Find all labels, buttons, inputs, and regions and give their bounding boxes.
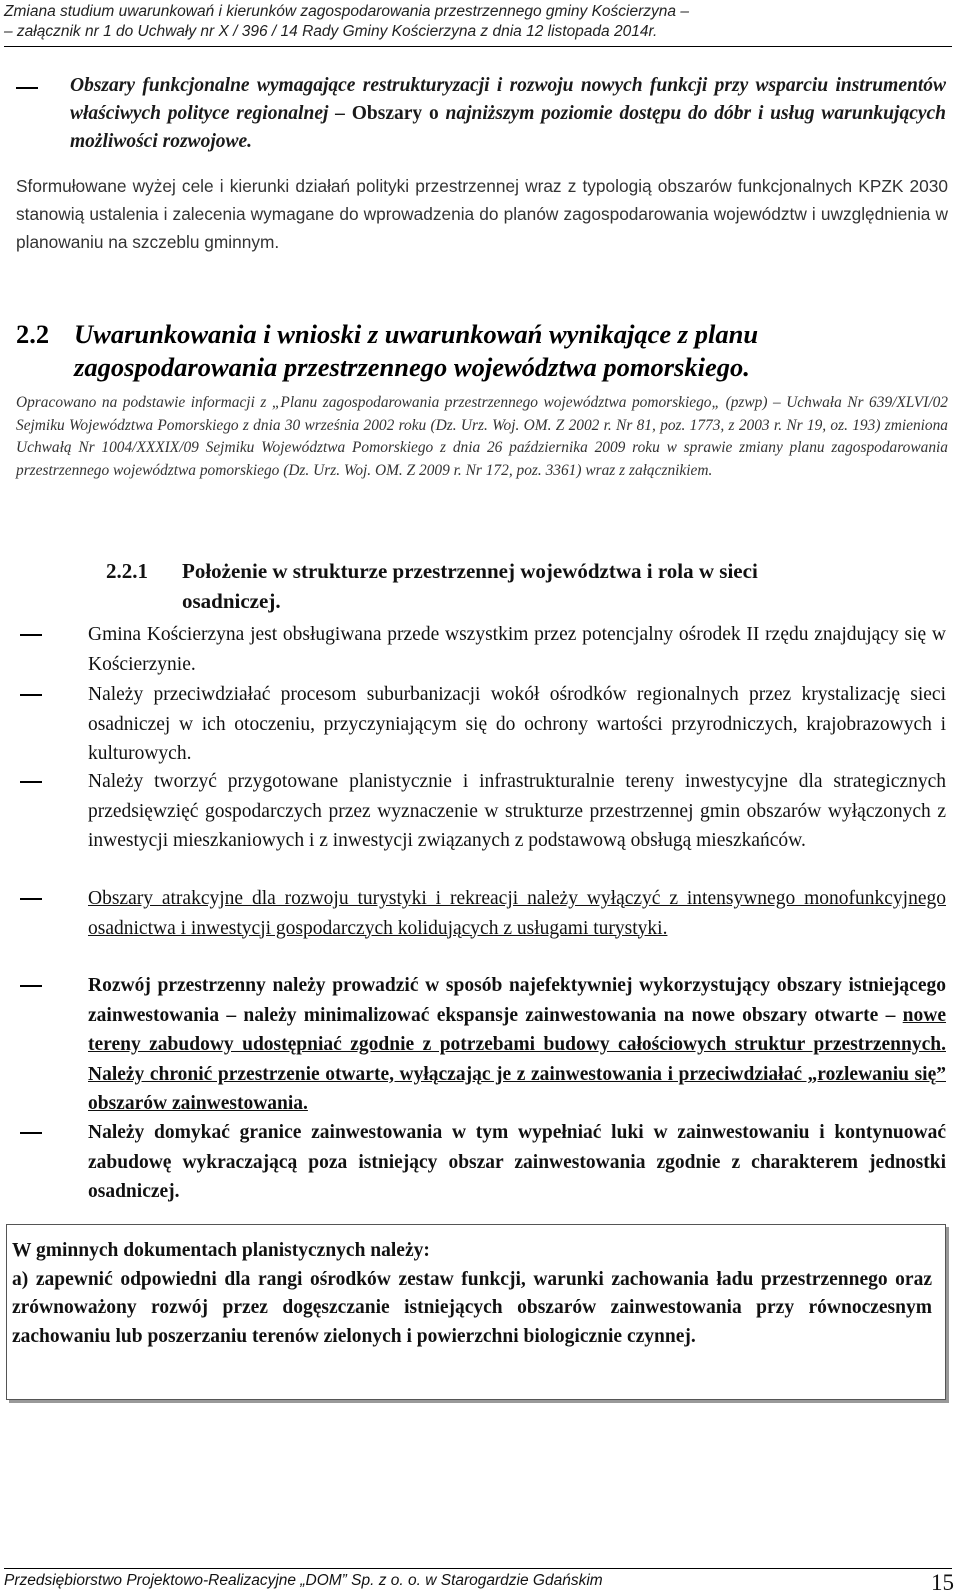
list-item bbox=[88, 971, 946, 1119]
section-heading-2-2 bbox=[16, 318, 948, 384]
list-item-text: Należy domykać granice zainwestowania w tym wypełniać luki w zainwestowaniu i kontynuować zabudowę wykraczającą poza istniejący obszar zainwestowania zgodnie z charakterem jednostki osadniczej. bbox=[88, 1122, 946, 1202]
list-item-text: Obszary atrakcyjne dla rozwoju turystyki i rekreacji należy wyłączyć z intensywnego monofunkcyjnego osadnictwa i inwestycji gospodarczych kolidujących z usługami turystyki. bbox=[88, 888, 946, 939]
dash-bullet-icon bbox=[20, 694, 42, 696]
dash-bullet-icon bbox=[20, 634, 42, 636]
page-number: 15 bbox=[931, 1570, 954, 1595]
list-item bbox=[88, 620, 946, 679]
dash-bullet-icon bbox=[16, 87, 38, 89]
section-heading-2-2-1 bbox=[106, 556, 948, 616]
list-item-text: Rozwój przestrzenny należy prowadzić w sposób najefektywniej wykorzystujący obszary istniejącego zainwestowania – należy minimalizować ekspansje zainwestowania na nowe obszary otwarte – bbox=[88, 975, 946, 1026]
list-item-text: Należy przeciwdziałać procesom suburbanizacji wokół ośrodków regionalnych przez krystalizację sieci osadniczej w ich otoczeniu, przyczyniającym się do ochrony wartości przyrodniczych, krajobrazowych i kulturowych. bbox=[88, 684, 946, 764]
list-item bbox=[88, 884, 946, 943]
section-title-line-1: Uwarunkowania i wnioski z uwarunkowań wynikające z planu bbox=[74, 319, 759, 349]
dash-bullet-icon bbox=[20, 985, 42, 987]
running-header bbox=[4, 2, 952, 47]
footer-text: Przedsiębiorstwo Projektowo-Realizacyjne „DOM” Sp. z o. o. w Starogardzie Gdańskim bbox=[4, 1572, 603, 1589]
paragraph-kpzk: Sformułowane wyżej cele i kierunki działań polityki przestrzennej wraz z typologią obszarów funkcjonalnych KPZK 2030 stanowią ustalenia i zalecenia wymagane do wprowadzenia do planów zagospodarowania województw i uwzględnienia w planowaniu na szczeblu gminnym. bbox=[16, 176, 948, 252]
intro-part-3: najniższym poziomie dostępu do dóbr i usług warunkujących możliwości rozwojowe. bbox=[70, 103, 947, 152]
header-line-2: – załącznik nr 1 do Uchwały nr X / 396 / 14 Rady Gminy Kościerzyna z dnia 12 listopada 2014r. bbox=[4, 23, 658, 40]
dash-bullet-icon bbox=[20, 781, 42, 783]
list-item bbox=[88, 680, 946, 769]
box-body: a) zapewnić odpowiedni dla rangi ośrodków zestaw funkcji, warunki zachowania ładu przestrzennego oraz zrównoważony rozwój przez dogęszczanie istniejących obszarów zainwestowania przy równoczesnym zachowaniu lub poszerzaniu terenów zielonych i powierzchni biologicznie czynnej. bbox=[12, 1268, 932, 1347]
dash-bullet-icon bbox=[20, 1132, 42, 1134]
box-heading: W gminnych dokumentach planistycznych należy: bbox=[12, 1240, 430, 1261]
list-item-text-underlined: nowe tereny zabudowy udostępniać zgodnie z potrzebami budowy całościowych struktur przestrzennych. Należy chronić przestrzenie otwarte, wyłączając je z zainwestowania i przeciwdziałać „rozlewaniu się” obszarów zainwestowania. bbox=[88, 1004, 947, 1114]
intro-functional-areas bbox=[70, 72, 946, 156]
list-item bbox=[88, 767, 946, 856]
running-footer bbox=[4, 1568, 952, 1591]
source-note: Opracowano na podstawie informacji z „Planu zagospodarowania przestrzennego województwa pomorskiego„ (pzwp) – Uchwała Nr 639/XLVI/02 Sejmiku Województwa Pomorskiego z dnia 30 września 2002 roku (Dz. Urz. Woj. OM. Z 2002 r. Nr 81, poz. 1773, z 2003 r. Nr 19, oz. 193) zmieniona Uchwałą Nr 1004/XXXIX/09 Sejmiku Województwa Pomorskiego z dnia 26 października 2009 roku w sprawie zmiany planu zagospodarowania przestrzennego województwa pomorskiego (Dz. Urz. Woj. OM. Z 2009 r. Nr 172, poz. 3361) wraz z załącznikiem. bbox=[16, 394, 948, 479]
intro-part-1: Obszary funkcjonalne wymagające restrukturyzacji i rozwoju nowych funkcji przy wsparciu instrumentów właściwych polityce regionalnej – bbox=[70, 75, 946, 124]
intro-part-2: Obszary o bbox=[351, 103, 439, 124]
list-item-text: Należy tworzyć przygotowane planistycznie i infrastrukturalnie tereny inwestycyjne dla strategicznych przedsięwzięć gospodarczych przez wyznaczenie w strukturze przestrzennej gmin obszarów wyłączonych z inwestycji mieszkaniowych i z inwestycji związanych z podstawową obsługą mieszkańców. bbox=[88, 771, 946, 851]
list-item bbox=[88, 1118, 946, 1207]
header-line-1: Zmiana studium uwarunkowań i kierunków zagospodarowania przestrzennego gminy Kościerzyna – bbox=[4, 3, 689, 20]
recommendation-box-text bbox=[12, 1237, 932, 1351]
subsection-title-line-2: osadniczej. bbox=[182, 589, 281, 613]
section-number: 2.2 bbox=[16, 319, 50, 349]
section-title-line-2: zagospodarowania przestrzennego województwa pomorskiego. bbox=[74, 352, 750, 382]
list-item-text: Gmina Kościerzyna jest obsługiwana przede wszystkim przez potencjalny ośrodek II rzędu znajdujący się w Kościerzynie. bbox=[88, 624, 946, 675]
subsection-number: 2.2.1 bbox=[106, 559, 148, 583]
dash-bullet-icon bbox=[20, 898, 42, 900]
subsection-title-line-1: Położenie w strukturze przestrzennej województwa i rola w sieci bbox=[182, 559, 758, 583]
